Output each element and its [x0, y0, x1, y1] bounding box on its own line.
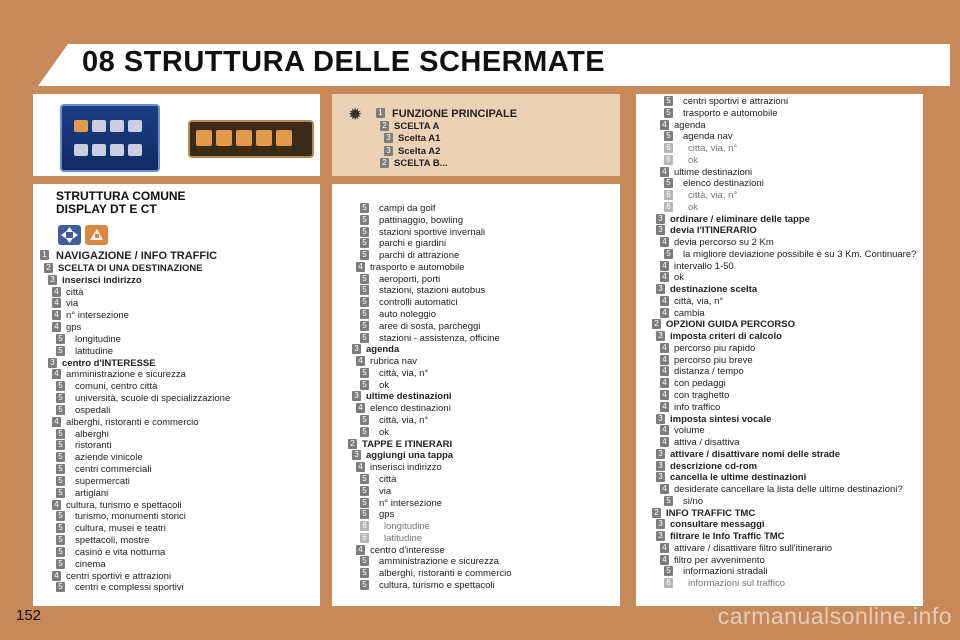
level-badge: 5 [360, 498, 369, 508]
level-badge: 5 [664, 496, 673, 506]
menu-item-label: percorso piu breve [674, 354, 753, 366]
menu-item-label: cultura, turismo e spettacoli [379, 579, 495, 591]
menu-item-label: longitudine [75, 333, 121, 345]
level-badge: 5 [56, 488, 65, 498]
level-badge: 4 [660, 484, 669, 494]
level-badge: 4 [52, 287, 61, 297]
level-badge: 3 [48, 275, 57, 285]
menu-item-label: attivare / disattivare nomi delle strade [670, 448, 841, 460]
menu-item-label: stazioni sportive invernali [379, 226, 486, 238]
menu-item-label: Scelta A1 [398, 133, 441, 145]
level-badge: 4 [660, 167, 669, 177]
menu-item-label: longitudine [384, 521, 430, 533]
level-badge: 4 [660, 237, 669, 247]
level-badge: 4 [52, 322, 61, 332]
level-badge: 1 [40, 250, 49, 260]
level-badge: 4 [356, 403, 365, 413]
legend-box [332, 94, 620, 176]
menu-item-label: elenco destinazioni [370, 403, 451, 415]
level-badge: 3 [656, 284, 665, 294]
level-badge: 5 [360, 380, 369, 390]
menu-item-label: città [66, 286, 84, 298]
menu-item-label: intervallo 1-50 [674, 260, 734, 272]
menu-item-label: consultare messaggi [670, 519, 765, 531]
menu-item-label: turismo, monumenti storici [75, 511, 186, 523]
page-title: 08 STRUTTURA DELLE SCHERMATE [82, 46, 606, 78]
level-badge: 5 [56, 334, 65, 344]
level-badge: 5 [360, 250, 369, 260]
common-structure-heading [56, 190, 186, 216]
level-badge: 5 [56, 582, 65, 592]
menu-item-label: ordinare / eliminare delle tappe [670, 213, 810, 225]
level-badge: 5 [56, 429, 65, 439]
level-badge: 5 [360, 309, 369, 319]
level-badge: 3 [656, 214, 665, 224]
level-badge: 4 [52, 310, 61, 320]
menu-item-label: spettacoli, mostre [75, 535, 150, 547]
level-badge: 5 [664, 249, 673, 259]
menu-item-label: desiderate cancellare la lista delle ultime destinazioni? [674, 484, 903, 496]
level-badge: 2 [348, 439, 357, 449]
menu-item-label: centri sportivi e attrazioni [683, 96, 789, 107]
level-badge: 5 [360, 486, 369, 496]
menu-item-label: ok [379, 379, 390, 391]
level-badge: 3 [656, 414, 665, 424]
menu-item-label: cultura, turismo e spettacoli [66, 499, 182, 511]
menu-item-label: città, via, n° [379, 415, 429, 427]
level-badge: 2 [652, 508, 661, 518]
menu-item-label: inserisci indirizzo [370, 462, 442, 474]
menu-item-label: stazioni - assistenza, officine [379, 332, 500, 344]
level-badge: 6 [360, 521, 369, 531]
level-badge: 4 [52, 500, 61, 510]
sun-icon: ✹ [348, 105, 363, 124]
menu-item-label: trasporto e automobile [370, 261, 465, 273]
level-badge: 4 [660, 308, 669, 318]
level-badge: 4 [660, 437, 669, 447]
level-badge: 5 [360, 415, 369, 425]
level-badge: 4 [356, 545, 365, 555]
menu-item-label: FUNZIONE PRINCIPALE [392, 108, 518, 120]
level-badge: 2 [44, 263, 53, 273]
level-badge: 4 [660, 402, 669, 412]
level-badge: 4 [660, 390, 669, 400]
level-badge: 3 [656, 225, 665, 235]
level-badge: 5 [664, 178, 673, 188]
level-badge: 5 [360, 274, 369, 284]
menu-item-label: agenda nav [683, 131, 733, 143]
dt-screen-image [60, 104, 160, 172]
level-badge: 4 [356, 462, 365, 472]
menu-item-label: OPZIONI GUIDA PERCORSO [666, 319, 795, 331]
level-badge: 6 [360, 533, 369, 543]
level-badge: 4 [52, 298, 61, 308]
menu-item-label: cancella le ultime destinazioni [670, 472, 807, 484]
menu-item-label: ok [688, 154, 699, 166]
menu-item-label: SCELTA B... [394, 157, 448, 169]
level-badge: 5 [360, 285, 369, 295]
ct-nav-icon [85, 225, 108, 245]
level-badge: 3 [384, 133, 393, 143]
menu-item-label: centro d'INTERESSE [62, 357, 156, 369]
level-badge: 3 [352, 344, 361, 354]
menu-item-label: agenda [366, 344, 400, 356]
menu-item-label: n° intersezione [379, 497, 442, 509]
level-badge: 5 [360, 238, 369, 248]
menu-item-label: volume [674, 425, 705, 437]
menu-item-label: pattinaggio, bowling [379, 214, 463, 226]
level-badge: 5 [56, 547, 65, 557]
menu-item-label: alberghi, ristoranti e commercio [66, 416, 199, 428]
menu-item-label: elenco destinazioni [683, 178, 764, 190]
level-badge: 5 [360, 556, 369, 566]
menu-item-label: comuni, centro città [75, 381, 158, 393]
level-badge: 3 [656, 472, 665, 482]
level-badge: 5 [664, 108, 673, 118]
menu-item-label: agenda [674, 119, 706, 131]
menu-item-label: imposta sintesi vocale [670, 413, 772, 425]
menu-item-label: ristoranti [75, 440, 112, 452]
menu-item-label: università, scuole di specializzazione [75, 393, 231, 405]
level-badge: 6 [664, 143, 673, 153]
level-badge: 5 [360, 568, 369, 578]
level-badge: 3 [384, 146, 393, 156]
menu-item-label: informazioni sul traffico [688, 578, 785, 590]
level-badge: 2 [380, 158, 389, 168]
level-badge: 5 [56, 464, 65, 474]
level-badge: 5 [56, 476, 65, 486]
menu-item-label: ok [674, 272, 685, 284]
level-badge: 5 [360, 580, 369, 590]
menu-item-label: città, via, n° [688, 190, 738, 202]
menu-item-label: centro d'interesse [370, 544, 445, 556]
menu-item-label: cinema [75, 558, 106, 570]
menu-item-label: informazioni stradali [683, 566, 768, 578]
level-badge: 4 [660, 296, 669, 306]
menu-item-label: devia l'ITINERARIO [670, 225, 757, 237]
level-badge: 5 [360, 215, 369, 225]
menu-item-label: gps [66, 322, 82, 334]
menu-item-label: città, via, n° [379, 367, 429, 379]
level-badge: 4 [660, 120, 669, 130]
menu-item-label: centri commerciali [75, 464, 152, 476]
menu-item-label: parchi e giardini [379, 238, 447, 250]
menu-item-label: n° intersezione [66, 310, 129, 322]
menu-item-label: Scelta A2 [398, 145, 441, 157]
level-badge: 3 [352, 450, 361, 460]
heading-line: DISPLAY DT E CT [56, 202, 157, 216]
level-badge: 5 [56, 535, 65, 545]
menu-item-label: aziende vinicole [75, 452, 143, 464]
menu-item-label: via [379, 485, 392, 497]
level-badge: 5 [56, 523, 65, 533]
menu-item-label: parchi di attrazione [379, 250, 460, 262]
menu-item-label: percorso piu rapido [674, 342, 756, 354]
level-badge: 4 [660, 261, 669, 271]
level-badge: 5 [664, 566, 673, 576]
level-badge: 2 [652, 319, 661, 329]
level-badge: 5 [360, 321, 369, 331]
level-badge: 4 [52, 571, 61, 581]
level-badge: 6 [664, 202, 673, 212]
menu-item-label: cambia [674, 307, 705, 319]
level-badge: 3 [352, 391, 361, 401]
level-badge: 6 [664, 155, 673, 165]
menu-item-label: SCELTA A [394, 121, 440, 132]
level-badge: 4 [660, 355, 669, 365]
level-badge: 4 [660, 425, 669, 435]
level-badge: 3 [48, 358, 57, 368]
level-badge: 4 [660, 378, 669, 388]
menu-item-label: rubrica nav [370, 356, 417, 368]
level-badge: 4 [52, 417, 61, 427]
menu-item-label: gps [379, 509, 395, 521]
level-badge: 5 [360, 474, 369, 484]
level-badge: 3 [656, 519, 665, 529]
level-badge: 3 [656, 461, 665, 471]
menu-item-label: attivare / disattivare filtro sull'itinerario [674, 542, 833, 554]
level-badge: 5 [360, 227, 369, 237]
level-badge: 5 [56, 511, 65, 521]
menu-item-label: latitudine [75, 345, 114, 357]
menu-item-label: ultime destinazioni [366, 391, 452, 403]
menu-item-label: via [66, 298, 79, 310]
level-badge: 3 [656, 331, 665, 341]
menu-item-label: latitudine [384, 532, 423, 544]
menu-item-label: si/no [683, 495, 704, 507]
menu-item-label: la migliore deviazione possibile è su 3 Km. Continuare? [683, 248, 917, 260]
menu-item-label: città, via, n° [674, 295, 724, 307]
level-badge: 5 [56, 452, 65, 462]
menu-item-label: amministrazione e sicurezza [66, 369, 186, 381]
menu-item-label: ok [688, 201, 699, 213]
menu-item-label: cultura, musei e teatri [75, 523, 166, 535]
level-badge: 6 [664, 190, 673, 200]
menu-item-label: NAVIGAZIONE / INFO TRAFFIC [56, 250, 218, 262]
menu-item-label: descrizione cd-rom [670, 460, 758, 472]
menu-item-label: distanza / tempo [674, 366, 744, 378]
menu-item-label: ok [379, 426, 390, 438]
level-badge: 5 [360, 333, 369, 343]
level-badge: 5 [360, 368, 369, 378]
menu-item-label: città [379, 473, 397, 485]
level-badge: 5 [664, 131, 673, 141]
level-badge: 4 [52, 369, 61, 379]
level-badge: 5 [56, 393, 65, 403]
level-badge: 5 [360, 203, 369, 213]
level-badge: 5 [664, 96, 673, 106]
menu-item-label: destinazione scelta [670, 284, 758, 296]
menu-item-label: ospedali [75, 404, 111, 416]
menu-item-label: ultime destinazioni [674, 166, 753, 178]
menu-item-label: alberghi [75, 428, 109, 440]
level-badge: 5 [56, 346, 65, 356]
menu-item-label: aree di sosta, parcheggi [379, 320, 481, 332]
menu-item-label: SCELTA DI UNA DESTINAZIONE [58, 263, 203, 274]
menu-item-label: controlli automatici [379, 297, 458, 309]
level-badge: 5 [360, 509, 369, 519]
menu-item-label: auto noleggio [379, 309, 437, 321]
menu-item-label: aggiungi una tappa [366, 450, 454, 462]
menu-item-label: stazioni, stazioni autobus [379, 285, 486, 297]
menu-item-label: trasporto e automobile [683, 107, 778, 119]
menu-item-label: supermercati [75, 475, 130, 487]
menu-item-label: alberghi, ristoranti e commercio [379, 568, 512, 580]
ct-screen-image [188, 120, 314, 158]
level-badge: 1 [376, 108, 385, 118]
level-badge: 5 [360, 427, 369, 437]
level-badge: 5 [56, 559, 65, 569]
menu-item-label: info traffico [674, 401, 721, 413]
menu-item-label: INFO TRAFFIC TMC [666, 507, 756, 519]
level-badge: 4 [356, 262, 365, 272]
menu-item-label: centri sportivi e attrazioni [66, 570, 172, 582]
menu-item-label: imposta criteri di calcolo [670, 331, 782, 343]
level-badge: 4 [356, 356, 365, 366]
level-badge: 5 [360, 297, 369, 307]
page-number: 152 [16, 607, 42, 624]
level-badge: 4 [660, 543, 669, 553]
level-badge: 5 [56, 440, 65, 450]
watermark: carmanualsonline.info [717, 603, 952, 629]
menu-item-label: artigiani [75, 487, 109, 499]
level-badge: 2 [380, 121, 389, 131]
menu-item-label: devia percorso su 2 Km [674, 237, 774, 249]
level-badge: 6 [664, 578, 673, 588]
menu-item-label: campi da golf [379, 203, 436, 214]
heading-line: STRUTTURA COMUNE [56, 189, 186, 203]
menu-item-label: attiva / disattiva [674, 437, 740, 449]
menu-item-label: aeroporti, porti [379, 273, 441, 285]
menu-item-label: centri e complessi sportivi [75, 582, 184, 594]
level-badge: 3 [656, 531, 665, 541]
level-badge: 5 [56, 405, 65, 415]
level-badge: 3 [656, 449, 665, 459]
menu-item-label: con pedaggi [674, 378, 726, 390]
menu-item-label: inserisci indirizzo [62, 274, 142, 286]
level-badge: 4 [660, 555, 669, 565]
menu-item-label: amministrazione e sicurezza [379, 556, 499, 568]
level-badge: 4 [660, 272, 669, 282]
menu-item-label: con traghetto [674, 390, 730, 401]
menu-item-label: filtrare le Info Traffic TMC [670, 531, 785, 543]
level-badge: 5 [56, 381, 65, 391]
level-badge: 4 [660, 366, 669, 376]
level-badge: 4 [660, 343, 669, 353]
menu-item-label: filtro per avvenimento [674, 554, 765, 566]
menu-item-label: città, via, n° [688, 143, 738, 155]
menu-item-label: casinò e vita notturna [75, 546, 166, 558]
menu-item-label: TAPPE E ITINERARI [362, 438, 453, 450]
dpad-icon [58, 225, 81, 245]
